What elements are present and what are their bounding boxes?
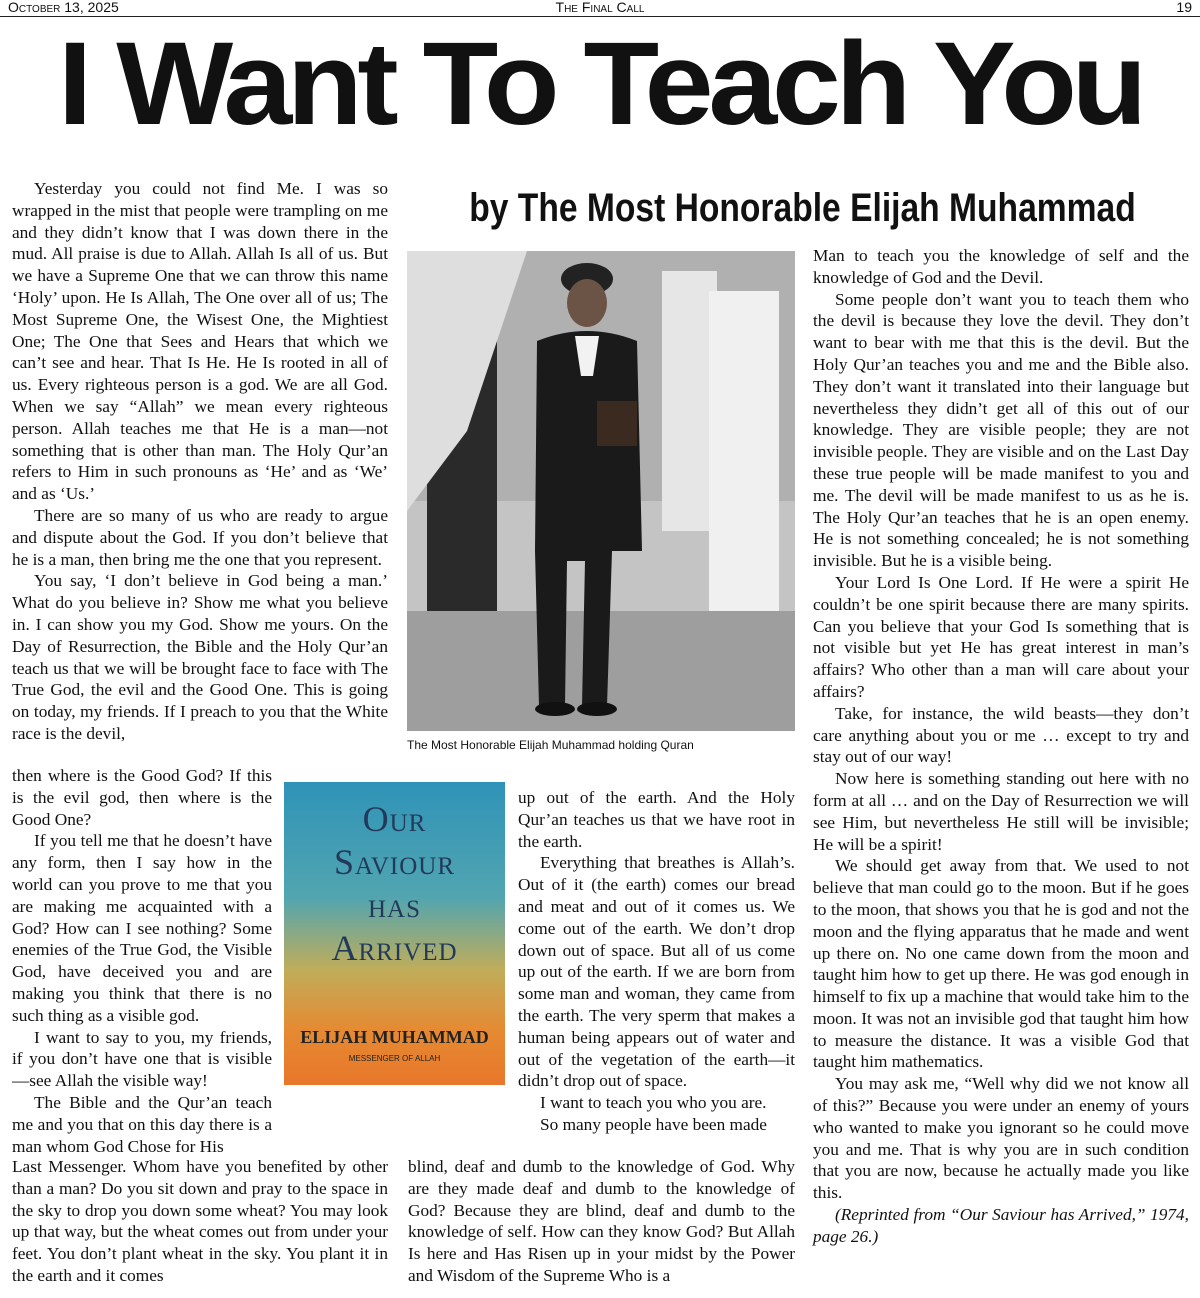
paragraph: I want to say to you, my friends, if you don’t have one that is visible—see Allah the visible way! <box>12 1027 272 1091</box>
paragraph: Now here is something standing out here with no form at all … and on the Day of Resurrection we will see Him, but nevertheless He still will be invisible; He will be a spirit! <box>813 769 1189 854</box>
column-2 <box>518 787 795 1136</box>
column-1-bottom <box>12 1156 388 1287</box>
paragraph: Your Lord Is One Lord. If He were a spirit He couldn’t be one spirit because there are many spirits. Can you believe that your God Is something that is not visible but yet He has great interest in man’s affairs? Who other than a man will care about your affairs? <box>813 572 1189 701</box>
book-title: Our Saviour has Arrived <box>331 799 458 968</box>
reprint-credit: (Reprinted from “Our Saviour has Arrived,” 1974, page 26.) <box>813 1205 1189 1246</box>
paragraph: Yesterday you could not find Me. I was so wrapped in the mist that people were trampling on me and they didn’t know that I was down there in the mud. All praise is due to Allah. Allah Is all of us. But we have a Supreme One that we can throw this name ‘Holy’ upon. He Is Allah, The One over all of us; The Most Supreme One, the Wisest One, the Mightiest One; The One that Sees and Hears that which we can’t see and hear. That Is He. He Is rooted in all of us. Every righteous person is a god. We are all God. When we say “Allah” we mean every righteous person. Allah teaches me that He is a man—not something that is other than man. The Holy Qur’an refers to Him in such pronouns as ‘He’ and as ‘We’ and as ‘Us.’ <box>12 179 388 504</box>
paragraph: blind, deaf and dumb to the knowledge of God. Why are they made deaf and dumb to the knowledge of God? Because they are blind, deaf and dumb to the knowledge of self. How can they know God? But Allah Is here and Has Risen up in your midst by the Power and Wisdom of the Supreme Who is a <box>408 1157 795 1285</box>
paragraph: up out of the earth. And the Holy Qur’an teaches us that we have root in the earth. <box>518 788 795 851</box>
column-2-bottom <box>408 1156 795 1287</box>
paragraph: Last Messenger. Whom have you benefited by other than a man? Do you sit down and pray to the space in the sky to drop you down some wheat? You may look up that way, but the wheat comes out from under your feet. You don’t plant wheat in the sky. You plant it in the earth and it comes <box>12 1157 388 1285</box>
column-1 <box>12 178 388 745</box>
book-subtitle: MESSENGER OF ALLAH <box>348 1054 441 1063</box>
column-3 <box>813 245 1189 1248</box>
paragraph: The Bible and the Qur’an teach me and you that on this day there is a man whom God Chose for His <box>12 1092 272 1156</box>
paragraph: I want to teach you who you are. <box>540 1093 767 1113</box>
paragraph: Everything that breathes is Allah’s. Out of it (the earth) comes our bread and meat and out of it comes us. We come out of the earth. We don’t drop down out of space. But all of us come up out of the earth. If we are born from some man and woman, they came from the earth. The very sperm that makes a human being appears out of water and out of the vegetation of the earth—it didn’t drop out of space. <box>518 853 795 1091</box>
paragraph: Some people don’t want you to teach them who the devil is because they love the devil. They don’t want to bear with me that this is the devil. But the Holy Qur’an teaches you and me and the Bible also. They don’t want it translated into their language but nevertheless they didn’t get all of this out of our knowledge. They are visible people; they are not invisible people. They are visible and on the Last Day these true people will be made manifest to you and me. The devil will be made manifest to us as he is. The Holy Qur’an teaches that he is an open enemy. He is not something concealed; he is not something invisible. But he is a visible being. <box>813 289 1189 571</box>
column-1-narrow <box>12 765 272 1157</box>
portrait-photo <box>407 251 795 731</box>
byline: by The Most Honorable Elijah Muhammad <box>469 186 1136 230</box>
paragraph: We should get away from that. We used to not believe that man could go to the moon. But if he goes to the moon, that shows you that he is god and not the moon and the flying apparatus that he made and went up there on. No one came down from the moon and taught him how to get up there. He was god enough in himself to fix up a machine that would take him to the moon. It was not an invisible god that taught him how to measure the distance. It was a visible God that taught him mathematics. <box>813 856 1189 1072</box>
paragraph: Man to teach you the knowledge of self and the knowledge of God and the Devil. <box>813 246 1189 287</box>
headline: I Want To Teach You <box>57 18 1143 150</box>
paragraph: then where is the Good God? If this is the evil god, then where is the Good One? <box>12 766 272 829</box>
paragraph: You may ask me, “Well why did we not know all of this?” Because you were under an enemy of yours who wanted to make you ignorant so he could move you and me. That is why you are in such condition that you are now, because he actually made you like this. <box>813 1074 1189 1203</box>
portrait-illustration <box>407 251 795 731</box>
paragraph: Take, for instance, the wild beasts—they don’t care anything about you or me … except to try and stay out of our way! <box>813 703 1189 767</box>
book-cover <box>284 782 505 1085</box>
paragraph: You say, ‘I don’t believe in God being a man.’ What do you believe in? Show me what you believe in. I can show you my God. Show me yours. On the Day of Resurrection, the Bible and the Holy Qur’an teach us that we will be brought face to face with The True God, the evil and the Good One. This is going on today, my friends. If I preach to you that the White race is the devil, <box>12 571 388 743</box>
publication-name: The Final Call <box>555 0 645 15</box>
paragraph: So many people have been made <box>540 1114 767 1134</box>
issue-date: October 13, 2025 <box>8 0 119 15</box>
photo-caption: The Most Honorable Elijah Muhammad holding Quran <box>407 738 694 752</box>
book-author: ELIJAH MUHAMMAD <box>300 1027 489 1047</box>
page-number: 19 <box>1176 0 1192 15</box>
paragraph: There are so many of us who are ready to argue and dispute about the God. If you don’t believe that he is a man, then bring me the one that you represent. <box>12 505 388 569</box>
paragraph: If you tell me that he doesn’t have any form, then I say how in the world can you prove to me that you are making me acquainted with a God? How can I see nothing? Some enemies of the True God, the Visible God, have deceived you and are making you think that there is no such thing as a visible god. <box>12 831 272 1025</box>
